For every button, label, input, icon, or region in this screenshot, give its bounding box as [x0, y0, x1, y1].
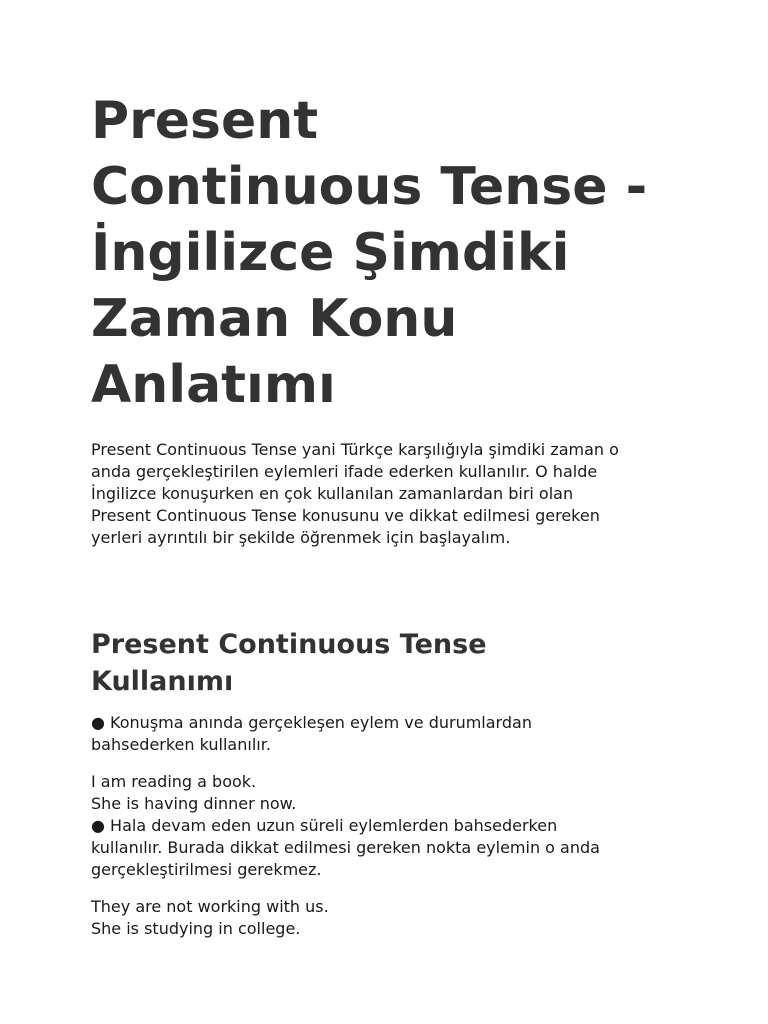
usage-paragraph-1 — [91, 712, 691, 756]
text-line: İngilizce konuşurken en çok kullanılan zamanlardan biri olan — [91, 484, 574, 503]
text-line: anda gerçekleştirilen eylemleri ifade ederken kullanılır. O halde — [91, 462, 598, 481]
example-sentence: They are not working with us. — [91, 897, 329, 916]
example-sentence: I am reading a book. — [91, 772, 257, 791]
text-line: Present Continuous Tense konusunu ve dikkat edilmesi gereken — [91, 506, 600, 525]
usage-paragraph-3 — [91, 896, 691, 940]
usage-paragraph-2 — [91, 771, 691, 881]
text-line: bahsederken kullanılır. — [91, 735, 271, 754]
intro-paragraph — [91, 439, 691, 549]
text-line: yerleri ayrıntılı bir şekilde öğrenmek için başlayalım. — [91, 528, 511, 547]
text-line: ● Hala devam eden uzun süreli eylemlerden bahsederken — [91, 816, 558, 835]
example-sentence: She is studying in college. — [91, 919, 301, 938]
section-heading — [91, 626, 691, 700]
article — [91, 88, 691, 940]
title-line: İngilizce Şimdiki — [91, 223, 570, 283]
text-line: Present Continuous Tense yani Türkçe karşılığıyla şimdiki zaman o — [91, 440, 619, 459]
page-title — [91, 88, 691, 418]
heading-line: Present Continuous Tense — [91, 629, 487, 660]
text-line: ● Konuşma anında gerçekleşen eylem ve durumlardan — [91, 713, 532, 732]
title-line: Zaman Konu — [91, 289, 458, 349]
title-line: Present — [91, 91, 319, 151]
title-line: Continuous Tense - — [91, 157, 648, 217]
title-line: Anlatımı — [91, 355, 336, 415]
example-sentence: She is having dinner now. — [91, 794, 297, 813]
heading-line: Kullanımı — [91, 666, 234, 697]
text-line: kullanılır. Burada dikkat edilmesi gereken nokta eylemin o anda — [91, 838, 600, 857]
text-line: gerçekleştirilmesi gerekmez. — [91, 860, 322, 879]
